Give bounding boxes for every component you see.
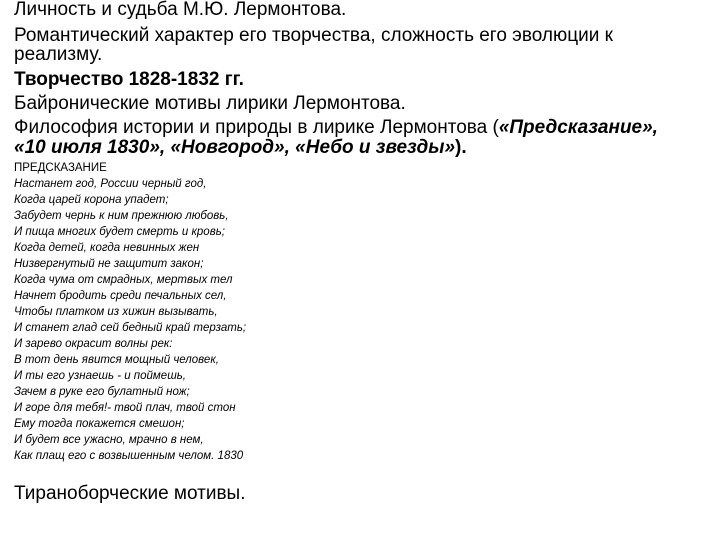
poem-line: Когда царей корона упадет;: [14, 194, 169, 206]
works-list-part-2: «10 июля 1830», «Новгород», «Небо и звезды»: [14, 137, 456, 158]
topic-romantic-character-line-2: реализму.: [14, 44, 103, 65]
poem-line: И будет все ужасно, мрачно в нем,: [14, 434, 204, 446]
topic-philosophy-history-line-1: [14, 118, 658, 138]
poem-line: Низвергнутый не защитит закон;: [14, 258, 204, 270]
poem-line: В тот день явится мощный человек,: [14, 354, 219, 366]
poem-line: Настанет год, России черный год,: [14, 178, 207, 190]
poem-line: Как плащ его с возвышенным челом. 1830: [14, 450, 244, 462]
poem-line: Зачем в руке его булатный нож;: [14, 386, 190, 398]
poem-line: Начнет бродить среди печальных сел,: [14, 290, 227, 302]
topic-tyrant-fighting-motifs: Тираноборческие мотивы.: [14, 483, 246, 504]
poem-line: И ты его узнаешь - и поймешь,: [14, 370, 186, 382]
topic-byronic-motifs: Байронические мотивы лирики Лермонтова.: [14, 93, 406, 114]
poem-title: ПРЕДСКАЗАНИЕ: [14, 162, 107, 174]
poem-prediction: [14, 160, 704, 464]
poem-line: Забудет чернь к ним прежнюю любовь,: [14, 210, 229, 222]
topic-personality-fate: Личность и судьба М.Ю. Лермонтова.: [14, 0, 347, 20]
works-list-closing: ).: [455, 137, 467, 158]
topic-romantic-character-line-1: Романтический характер его творчества, сложность его эволюции к: [14, 25, 613, 46]
poem-line: И зарево окрасит волны рек:: [14, 338, 173, 350]
topic-philosophy-history-line-2: [14, 138, 467, 158]
topic-works-1828-1832: Творчество 1828-1832 гг.: [14, 69, 244, 90]
philosophy-text: Философия истории и природы в лирике Лермонтова (: [14, 117, 499, 138]
poem-line: Когда детей, когда невинных жен: [14, 242, 200, 254]
poem-line: И пища многих будет смерть и кровь;: [14, 226, 225, 238]
poem-line: И горе для тебя!- твой плач, твой стон: [14, 402, 236, 414]
poem-line: Когда чума от смрадных, мертвых тел: [14, 274, 233, 286]
poem-line: Ему тогда покажется смешон;: [14, 418, 185, 430]
works-list-part-1: «Предсказание»,: [498, 117, 658, 138]
poem-line: И станет глад сей бедный край терзать;: [14, 322, 247, 334]
poem-line: Чтобы платком из хижин вызывать,: [14, 306, 218, 318]
